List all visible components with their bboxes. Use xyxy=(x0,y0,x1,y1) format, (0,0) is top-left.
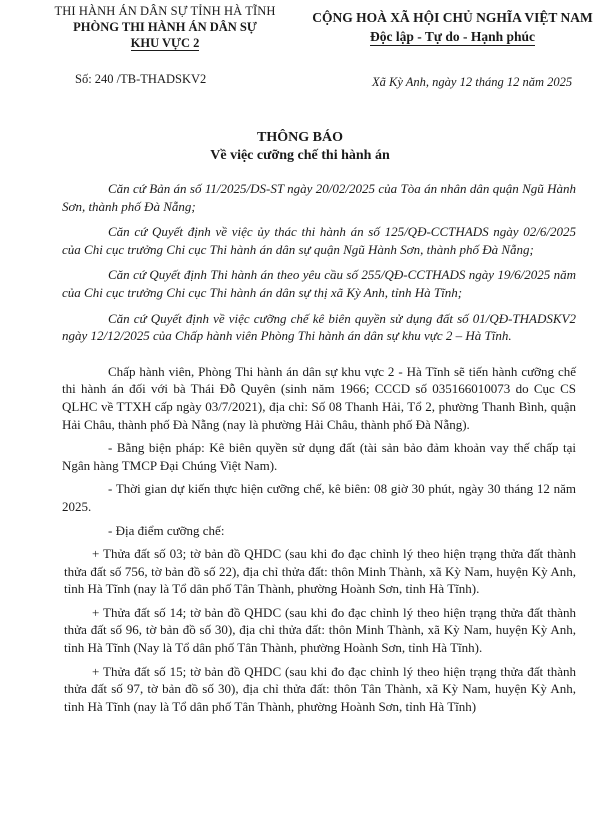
agency-line-1: THI HÀNH ÁN DÂN SỰ TỈNH HÀ TĨNH xyxy=(54,4,276,18)
document-title xyxy=(0,129,600,165)
legal-basis: Căn cứ Quyết định Thi hành án theo yêu cầu số 255/QĐ-CCTHADS ngày 19/6/2025 năm của Chi cục trưởng Chi cục Thi hành án dân sự thị xã Kỳ Anh, tỉnh Hà Tĩnh; xyxy=(62,267,576,300)
place-date: Xã Kỳ Anh, ngày 12 tháng 12 năm 2025 xyxy=(372,75,573,89)
legal-basis: Căn cứ Quyết định về việc ủy thác thi hành án số 125/QĐ-CCTHADS ngày 02/6/2025 của Chi cục trưởng Chi cục Thi hành án dân sự quận Ngũ Hành Sơn, thành phố Đà Nẵng; xyxy=(62,224,576,257)
land-lot-item: + Thửa đất số 14; tờ bản đồ QHDC (sau khi đo đạc chỉnh lý theo hiện trạng thửa đất thành thửa đất số 96, tờ bản đồ số 30), địa chỉ thửa đất: thôn Minh Thành, xã Kỳ Nam, huyện Kỳ Anh, tỉnh Hà Tĩnh (Nay là Tổ dân phố Tân Thành, phường Hoành Sơn, tỉnh Hà Tĩnh). xyxy=(64,604,576,656)
agency-header xyxy=(40,3,290,51)
agency-line-3: KHU VỰC 2 xyxy=(130,36,200,50)
document-number: Số: 240 /TB-THADSKV2 xyxy=(75,72,207,86)
legal-basis: Căn cứ Bản án số 11/2025/DS-ST ngày 20/02/2025 của Tòa án nhân dân quận Ngũ Hành Sơn, thành phố Đà Nẵng; xyxy=(62,181,576,214)
national-header xyxy=(310,8,595,46)
location-heading: - Địa điểm cưỡng chế: xyxy=(108,522,225,538)
legal-basis: Căn cứ Quyết định về việc cưỡng chế kê biên quyền sử dụng đất số 01/QĐ-THADSKV2 ngày 12/12/2025 của Chấp hành viên Phòng Thi hành án dân sự khu vực 2 – Hà Tĩnh. xyxy=(62,310,576,344)
land-lot-item: + Thửa đất số 15; tờ bản đồ QHDC (sau khi đo đạc chỉnh lý theo hiện trạng thửa đất thành thửa đất số 97, tờ bản đồ số 30), địa chỉ thửa đất: thôn Tân Thành, xã Kỳ Nam, huyện Kỳ Anh, tỉnh Hà Tĩnh (nay là Tổ dân phố Tân Thành, phường Hoành Sơn, tỉnh Hà Tĩnh) xyxy=(64,663,576,714)
intro-paragraph: Chấp hành viên, Phòng Thi hành án dân sự khu vực 2 - Hà Tĩnh sẽ tiến hành cưỡng chế thi hành án đối với bà Thái Đỗ Quyên (sinh năm 1966; CCCD số 035166010073 do Cục CS QLHC về TTXH cấp ngày 03/7/2021), địa chỉ: Số 08 Thanh Hải, Tổ 2, phường Thanh Bình, quận Hải Châu, thành phố Đà Nẵng (nay là phường Hải Châu, thành phố Đà Nẵng). xyxy=(62,363,576,432)
document-body xyxy=(62,180,576,721)
time-paragraph: - Thời gian dự kiến thực hiện cưỡng chế, kê biên: 08 giờ 30 phút, ngày 30 tháng 12 năm 2025. xyxy=(62,481,576,514)
title-subject: Về việc cưỡng chế thi hành án xyxy=(210,148,390,163)
nation-title: CỘNG HOÀ XÃ HỘI CHỦ NGHĨA VIỆT NAM xyxy=(312,10,593,25)
national-motto: Độc lập - Tự do - Hạnh phúc xyxy=(369,29,536,44)
measure-paragraph: - Bằng biện pháp: Kê biên quyền sử dụng đất (tài sản bảo đảm khoản vay thế chấp tại Ngân hàng TMCP Đại Chúng Việt Nam). xyxy=(62,440,576,473)
agency-line-2: PHÒNG THI HÀNH ÁN DÂN SỰ xyxy=(73,20,257,34)
land-lot-item: + Thửa đất số 03; tờ bản đồ QHDC (sau khi đo đạc chỉnh lý theo hiện trạng thửa đất thành thửa đất số 756, tờ bản đồ số 22), địa chỉ thửa đất: thôn Minh Thành, xã Kỳ Nam, huyện Kỳ Anh, tỉnh Hà Tĩnh (nay là Tổ dân phố Tân Thành, phường Hoành Sơn, tỉnh Hà Tĩnh). xyxy=(64,546,576,597)
title-main: THÔNG BÁO xyxy=(257,130,343,145)
